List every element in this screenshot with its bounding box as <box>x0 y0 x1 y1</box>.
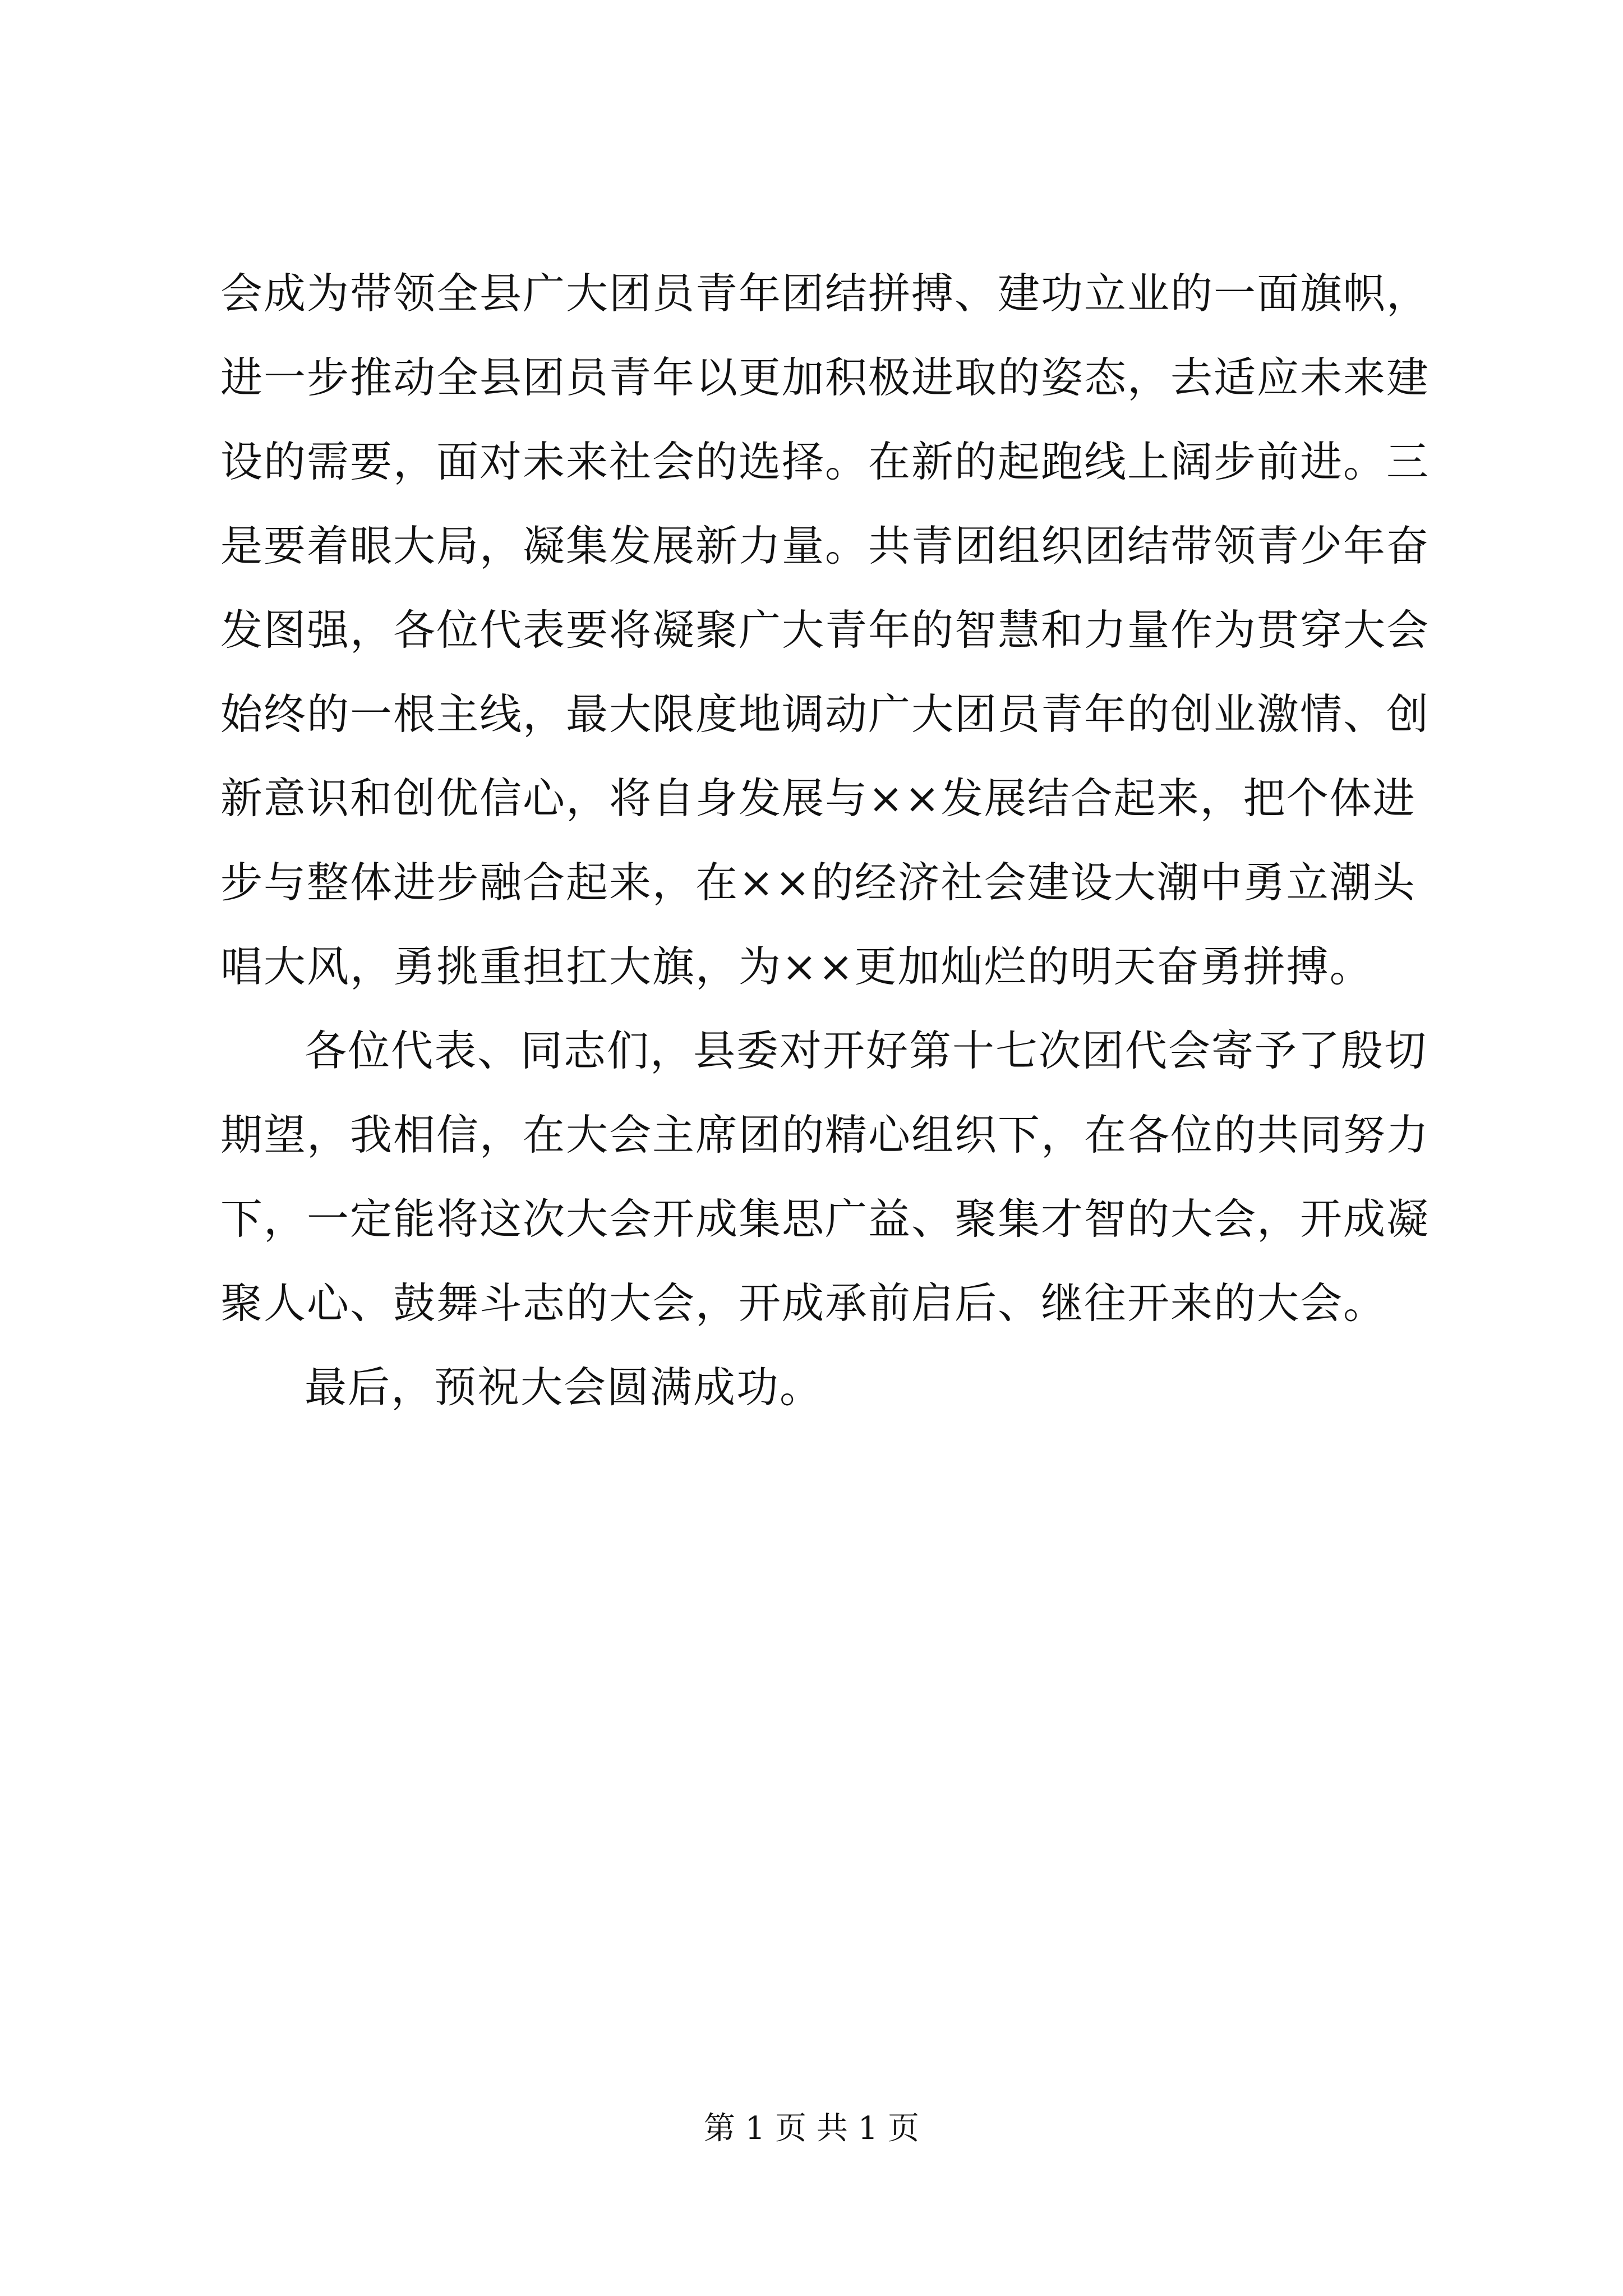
paragraph-1-line-6: 始终的一根主线，最大限度地调动广大团员青年的创业激情、创 <box>220 689 1430 739</box>
paragraph-1-line-9: 唱大风，勇挑重担扛大旗，为××更加灿烂的明天奋勇拼搏。 <box>220 942 1373 991</box>
paragraph-1-line-7: 新意识和创优信心，将自身发展与××发展结合起来，把个体进 <box>220 774 1416 823</box>
paragraph-1-line-1: 会成为带领全县广大团员青年团结拼搏、建功立业的一面旗帜， <box>220 269 1430 318</box>
paragraph-2-line-3: 下，一定能将这次大会开成集思广益、聚集才智的大会，开成凝 <box>220 1194 1430 1244</box>
paragraph-2-line-1: 各位代表、同志们，县委对开好第十七次团代会寄予了殷切 <box>305 1026 1428 1075</box>
paragraph-2-line-4: 聚人心、鼓舞斗志的大会，开成承前启后、继往开来的大会。 <box>220 1278 1387 1328</box>
paragraph-1-line-8: 步与整体进步融合起来，在××的经济社会建设大潮中勇立潮头 <box>220 858 1416 907</box>
paragraph-1-line-4: 是要着眼大局，凝集发展新力量。共青团组织团结带领青少年奋 <box>220 521 1430 570</box>
paragraph-1-line-3: 设的需要，面对未来社会的选择。在新的起跑线上阔步前进。三 <box>220 437 1430 486</box>
paragraph-1-line-2: 进一步推动全县团员青年以更加积极进取的姿态，去适应未来建 <box>220 353 1430 402</box>
paragraph-1-line-5: 发图强，各位代表要将凝聚广大青年的智慧和力量作为贯穿大会 <box>220 605 1430 655</box>
paragraph-2-line-2: 期望，我相信，在大会主席团的精心组织下，在各位的共同努力 <box>220 1110 1430 1159</box>
page-number-footer: 第 1 页 共 1 页 <box>703 2110 920 2147</box>
paragraph-3-line-1: 最后，预祝大会圆满成功。 <box>305 1363 823 1412</box>
document-body <box>220 251 1432 1429</box>
